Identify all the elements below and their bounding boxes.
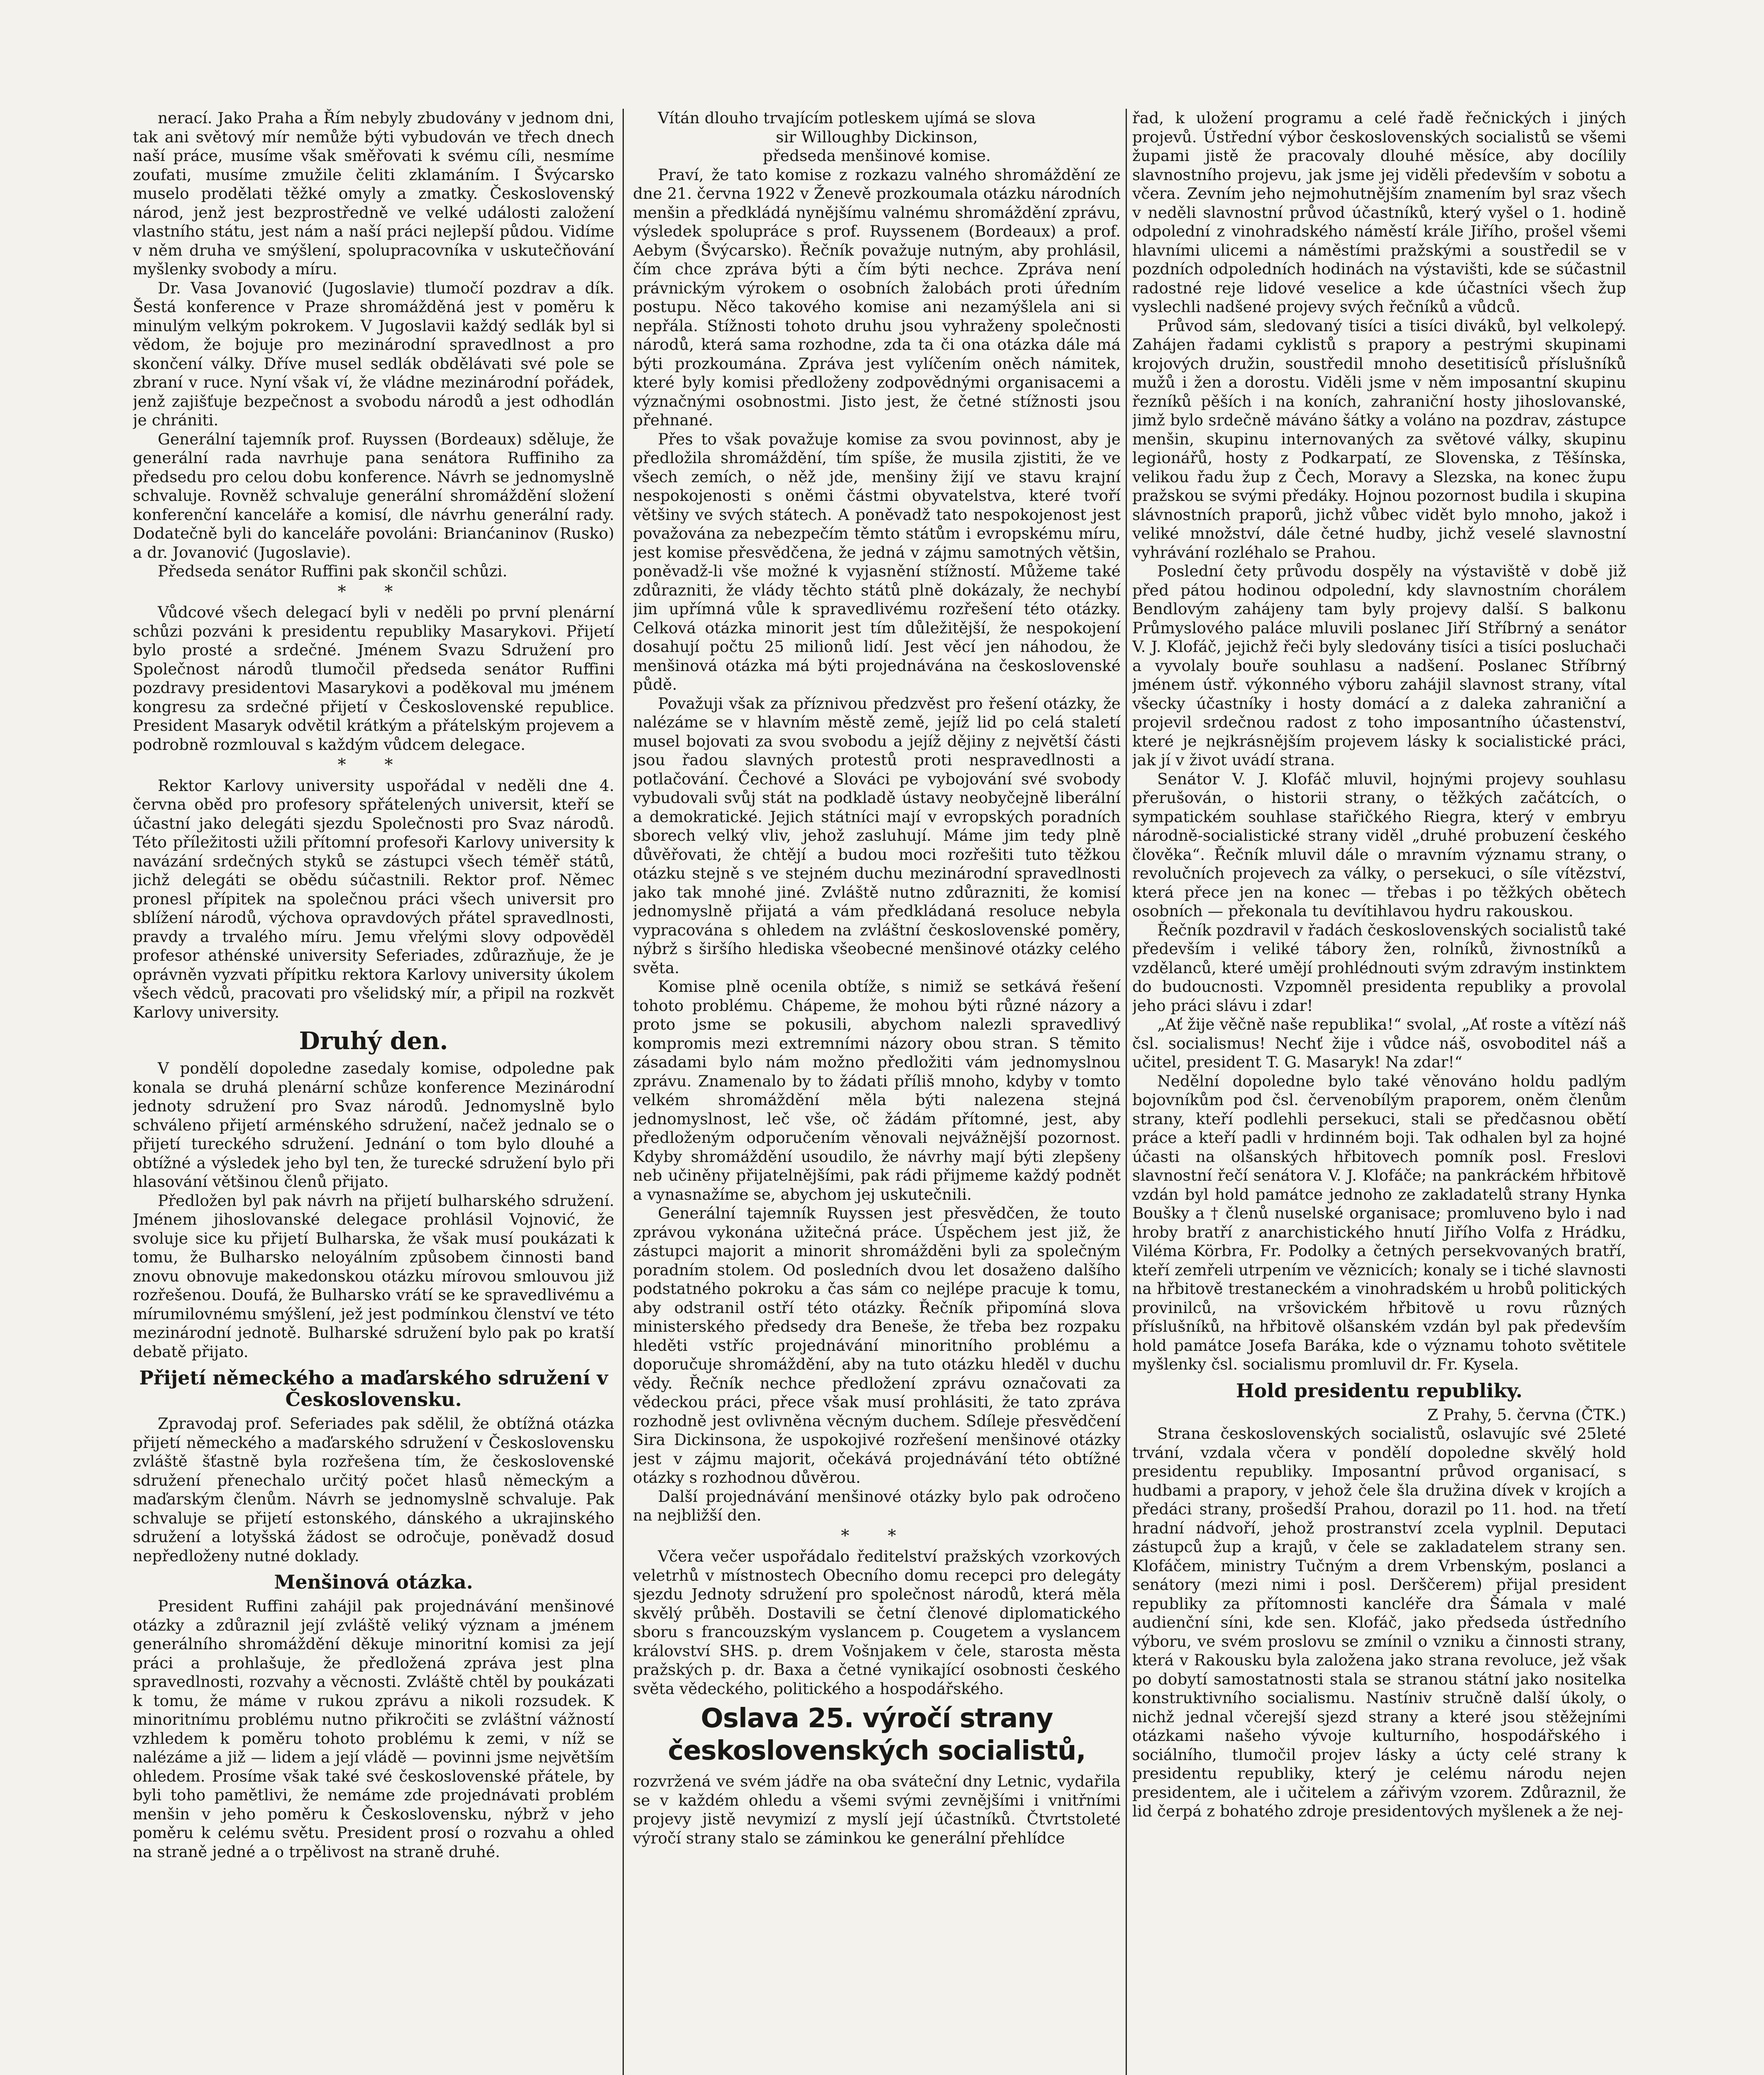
paragraph: Poslední čety průvodu dospěly na výstaviště v době již před pátou hodinou odpolední, kdy slavnostním chorálem Bendlovým zahájeny tam byly projevy další. S balkonu Průmyslového paláce mluvili poslanec Jiří Stříbrný a senátor V. J. Klofáč, jejichž řeči byly sledovány tisíci a tisíci posluchači a vyvolaly bouře souhlasu a nadšení. Poslanec Stříbrný jménem ústř. výkonného výboru zahájil slavnost strany, vítal všecky účastníky i hosty domácí a z daleka zahraniční a projevil srdečnou radost z toho imposantního účastenství, které je nejkrásnějším projevem lásky k socialistické práci, jak jí v život uvádí strana.: [1132, 562, 1626, 769]
paragraph: Rektor Karlovy university uspořádal v neděli dne 4. června oběd pro profesory spřátelených universit, kteří se účastní jako delegáti sjezdu Společnosti pro Svaz národů. Této příležitosti užili přítomní profesoři Karlovy university k navázání srdečných styků se zástupci všech téměř států, jichž delegáti se obědu súčastnili. Rektor prof. Němec pronesl přípitek na společnou práci všech universit pro sblížení národů, výchova opravdových přátel spravedlnosti, pravdy a trvalého míru. Jemu vřelými slovy odpověděl profesor athénské university Seferiades, zdůrazňuje, že je oprávněn vyzvati přípitku rektora Karlovy university úkolem všech vědců, pracovati pro všelidský mír, a připil na rozkvět Karlovy university.: [133, 776, 614, 1021]
paragraph: President Ruffini zahájil pak projednávání menšinové otázky a zdůraznil její zvláště veliký význam a jménem generálního shromáždění děkuje minoritní komisi za její práci a prohlašuje, že předložená zpráva jest plna spravedlnosti, rozvahy a věcnosti. Zvláště chtěl by poukázati k tomu, že máme v rukou zprávu a nikoli rozsudek. K minoritnímu problému nutno přikročiti se zvláštní vážností vzhledem k poměru tohoto problému k zemi, v níž se nalézáme a již — lidem a její vládě — povinni jsme největším ohledem. Prosíme však také své československé přátele, by byli toho pamětlivi, že nemáme zde projednávati problém menšin v jeho poměru k Československu, nýbrž v jeho poměru k celému světu. President prosí o rozvahu a ohled na straně jedné a o trpělivost na straně druhé.: [133, 1597, 614, 1861]
paragraph: Vůdcové všech delegací byli v neděli po první plenární schůzi pozváni k presidentu republiky Masarykovi. Přijetí bylo prosté a srdečné. Jménem Svazu Sdružení pro Společnost národů tlumočil předseda senátor Ruffini pozdravy presidentovi Masarykovi a poděkoval mu jménem kongresu za srdečné přijetí v Československé republice. President Masaryk odvětil krátkým a přátelským projevem a podrobně rozmlouval s každým vůdcem delegace.: [133, 603, 614, 754]
section-separator: * *: [337, 755, 410, 774]
paragraph: rozvržená ve svém jádře na oba sváteční dny Letnic, vydařila se v každém ohledu a všemi svými zevnějšími i vnitřními projevy jistě nevymizí z myslí její účastníků. Čtvrtstoleté výročí strany stalo se záminkou ke generální přehlídce: [633, 1772, 1121, 1847]
section-separator: * *: [337, 582, 410, 601]
column-rule: [1126, 109, 1127, 2075]
paragraph: Předložen byl pak návrh na přijetí bulharského sdružení. Jménem jihoslovanské delegace prohlásil Vojnović, že svoluje sice ku přijetí Bulharska, že však musí poukázati k tomu, že Bulharsko neloyálním způsobem činnosti band znovu obnovuje makedonskou otázku mírovou smlouvou již rozřešenou. Doufá, že Bulharsko vrátí se ke spravedlivému a mírumilovnému smýšlení, jež jest podmínkou členství ve této mezinárodní jednotě. Bulharské sdružení bylo pak po kratší debatě přijato.: [133, 1191, 614, 1361]
dateline: Z Prahy, 5. června (ČTK.): [1427, 1405, 1626, 1424]
column-right: [1132, 109, 1626, 2075]
paragraph: Nedělní dopoledne bylo také věnováno holdu padlým bojovníkům pod čsl. červenobílým praporem, oněm členům strany, kteří podlehli persekuci, stali se předčasnou obětí práce a kteří padli v hrdinném boji. Tak odhalen byl za hojné účasti na olšanských hřbitovech pomník posl. Freslovi slavnostní řečí senátora V. J. Klofáče; na pankráckém hřbitově vzdán byl hold památce jednoho ze zakladatelů strany Hynka Boušky a † členů nuselské organisace; promluveno bylo i nad hroby bratří z anarchistického hnutí Jiřího Volfa z Hrádku, Viléma Körbra, Fr. Podolky a četných persekvovaných bratří, kteří zemřeli utrpením ve věznicích; konaly se i tiché slavnosti na hřbitově trestaneckém a vinohradském u hrobů politických provinilců, na vršovickém hřbitově u rovu různých příslušníků, na hřbitově olšanském vzdán byl pak především hold památce Josefa Baráka, kde o významu tohoto světitele myšlenky čsl. socialismu promluvil dr. Fr. Kysela.: [1132, 1072, 1626, 1373]
subheading: Hold presidentu republiky.: [1236, 1379, 1522, 1402]
paragraph: Generální tajemník prof. Ruyssen (Bordeaux) sděluje, že generální rada navrhuje pana senátora Ruffiniho za předsedu pro celou dobu konference. Návrh se jednomyslně schvaluje. Rovněž schvaluje generální shromáždění složení konferenční kanceláře a komisí, dle návrhu generální rady. Dodatečně byli do kanceláře povoláni: Brianćaninov (Rusko) a dr. Jovanović (Jugoslavie).: [133, 430, 614, 561]
paragraph: Řečník pozdravil v řadách československých socialistů také především i veliké tábory žen, rolníků, živnostníků a vzdělanců, které umějí prohlédnouti svým zdravým instinktem do budoucnosti. Vzpomněl presidenta republiky a provolal jeho práci slávu i zdar!: [1132, 920, 1626, 1015]
paragraph: Komise plně ocenila obtíže, s nimiž se setkává řešení tohoto problému. Chápeme, že mohou býti různé názory a proto jsme se pokusili, abychom nalezli spravedlivý kompromis mezi extremními názory obou stran. S těmito zásadami bylo nám možno předložiti vám jednomyslnou zprávu. Znamenalo by to žádati příliš mnoho, kdyby v tomto velkém shromáždění měla býti nalezena stejná jednomyslnost, leč vše, oč žádám přítomné, jest, aby předloženým odporučením věnovali nejvážnější pozornost. Kdyby shromáždění usoudilo, že návrhy mají býti zlepšeny neb učiněny přijatelnějšími, pak rádi přijmeme každý podnět a vynasnažíme se, abychom jej uskutečnili.: [633, 977, 1121, 1204]
paragraph: Dr. Vasa Jovanović (Jugoslavie) tlumočí pozdrav a dík. Šestá konference v Praze shromážděná jest v poměru k minulým velkým pokrokem. V Jugoslavii každý sedlák byl si vědom, že bojuje pro mezinárodní spravedlnost a pro skončení války. Dříve musel sedlák obdělávati své pole se zbraní v ruce. Nyní však ví, že vládne mezinárodní pořádek, jenž zajišťuje bezpečnost a svobodu národů a jest odhodlán je chrániti.: [133, 278, 614, 429]
column-rule: [623, 109, 624, 2075]
paragraph: řad, k uložení programu a celé řadě řečnických i jiných projevů. Ústřední výbor československých socialistů se všemi župami jistě že pracovaly dlouhé měsíce, aby docílily slavnostního projevu, jak jsme jej viděli především v sobotu a včera. Zevním jeho nejmohutnějším znamením byl sraz všech v neděli slavnostní průvod účastníků, který vyšel o 1. hodině odpolední z vinohradského náměstí krále Jiřího, prošel všemi hlavními ulicemi a náměstími pražskými a soustředil se v pozdních odpoledních hodinách na výstavišti, kde se súčastnil radostné reje lidové veselice a kde účastníci všech žup vyslechli nadšené projevy svých řečníků a vůdců.: [1132, 109, 1626, 316]
paragraph: V pondělí dopoledne zasedaly komise, odpoledne pak konala se druhá plenární schůze konference Mezinárodní jednoty sdružení pro Svaz národů. Jednomyslně bylo schváleno přijetí arménského sdružení, načež jednalo se o přijetí tureckého sdružení. Jednání o tom bylo dlouhé a obtížné a výsledek jeho byl ten, že turecké sdružení bylo při hlasování většinou členů přijato.: [133, 1059, 614, 1191]
paragraph: Praví, že tato komise z rozkazu valného shromáždění ze dne 21. června 1922 v Ženevě prozkoumala otázku národních menšin a předkládá nynějšímu valnému shromáždění zprávu, výsledek spolupráce s prof. Ruyssenem (Bordeaux) a prof. Aebym (Švýcarsko). Řečník považuje nutným, aby prohlásil, čím chce zpráva býti a čím býti nechce. Zpráva není právnickým výrokem o osobních žalobách proti úředním postupu. Něco takového komise ani nezamýšlela ani si nepřála. Stížnosti tohoto druhu jsou vyhraženy společnosti národů, která sama rozhodne, zda ta či ona otázka dále má býti prozkoumána. Zpráva jest vylíčením oněch námitek, které byly komisi předloženy zodpovědnými organisacemi a význačnými osobnostmi. Jisto jest, že četné stížnosti jsou přehnané.: [633, 165, 1121, 429]
paragraph: Považuji však za příznivou předzvěst pro řešení otázky, že nalézáme se v hlavním městě země, jejíž lid po celá staletí musel bojovati za svou svobodu a jejíž dějiny z největší části jsou řadou slavných protestů proti nespravedlnosti a potlačování. Čechové a Slováci pe vybojování své svobody vybudovali svůj stát na podkladě ústavy neobyčejně liberální a demokratické. Jejich státníci mají v evropských poradních sborech velký vliv, jehož zasluhují. Máme jim tedy plně důvěřovati, že chtějí a budou moci rozřešiti tuto těžkou otázku stejně s ve stejném duchu mezinárodní spravedlnosti jako tak mnohé jiné. Zvláště nutno zdůrazniti, že komisí jednomyslně přijatá a vám předkládaná resoluce nebyla vypracována s ohledem na zvláštní československé poměry, nýbrž s širšího hlediska všeobecné menšinové otázky celého světa.: [633, 694, 1121, 977]
column-middle: [633, 109, 1121, 2075]
paragraph: Strana československých socialistů, oslavujíc své 25leté trvání, vzdala včera v pondělí dopoledne skvělý hold presidentu republiky. Imposantní průvod organisací, s hudbami a prapory, v jehož čele šla družina dívek v krojích a předáci strany, prošedší Prahou, dorazil po 11. hod. na třetí hradní nádvoří, jehož prostranství zcela vyplnil. Deputaci zástupců žup a krajů, v čele se zakladatelem strany sen. Klofáčem, ministry Tučným a drem Vrbenským, poslanci a senátory (mezi nimi i posl. Derščerem) přijal president republiky za přítomnosti kancléře dra Šámala v malé audienční síni, kde sen. Klofáč, jako předseda ústředního výboru, ve svém proslovu se zmínil o vzniku a činnosti strany, která v Rakousku byla založena jako strana revoluce, jež však po dobytí samostatnosti stala se stranou státní jako nositelka konstruktivního socialismu. Nastíniv stručně další úkoly, o nichž jednal včerejší sjezd strany a které jsou stěžejními otázkami našeho vývoje kulturního, hospodářského i sociálního, tlumočil projev lásky a úcty celé strany k presidentu republiky, který je celému národu nejen presidentem, ale i učitelem a zářivým vzorem. Zdůraznil, že lid čerpá z bohatého zdroje presidentových myšlenek a že nej-: [1132, 1424, 1626, 1820]
section-heading: Druhý den.: [299, 1027, 448, 1055]
centered-line: předseda menšinové komise.: [762, 146, 991, 165]
column-left: [133, 109, 614, 2075]
paragraph: Zpravodaj prof. Seferiades pak sdělil, že obtížná otázka přijetí německého a maďarského sdružení v Československu zvláště šťastně byla rozřešena tím, že československé sdružení přenechalo určitý počet hlasů německým a maďarským členům. Návrh se jednomyslně schvaluje. Pak schvaluje se přijetí estonského, dánského a ukrajinského sdružení a lotyšská žádost se odročuje, poněvadž dosud nepředloženy nutné doklady.: [133, 1414, 614, 1565]
centered-line: sir Willoughby Dickinson,: [776, 127, 978, 146]
paragraph: nerací. Jako Praha a Řím nebyly zbudovány v jednom dni, tak ani světový mír nemůže býti vybudován ve třech dnech naší práce, musíme však směřovati k svému cíli, nesmíme zoufati, musíme zmužile čeliti zklamáním. I Švýcarsko muselo prodělati těžké omyly a zmatky. Československý národ, jenž jest bezprostředně ve velké události založení vlastního státu, jest nám a naší práci nejlepší půdou. Vidíme v něm druha ve smýšlení, spolupracovníka v uskutečňování myšlenky svobody a míru.: [133, 109, 614, 278]
paragraph: Další projednávání menšinové otázky bylo pak odročeno na nejbližší den.: [633, 1487, 1121, 1524]
article-headline: Oslava 25. výročí strany československých socialistů,: [668, 1703, 1086, 1766]
paragraph: Průvod sám, sledovaný tisíci a tisíci diváků, byl velkolepý. Zahájen řadami cyklistů s prapory a pestrými skupinami krojových družin, soustředil mnoho desetitisíců příslušníků mužů i žen a dorostu. Viděli jsme v něm imposantní skupinu řezníků pěších i na koních, zahraniční hosty jihoslovanské, jimž bylo srdečně máváno šátky a voláno na pozdrav, zástupce menšin, skupinu internovaných za světové války, skupinu legionářů, hosty z Podkarpatí, ze Slovenska, z Těšínska, velikou řadu žup z Čech, Moravy a Slezska, na konec župu pražskou se svými předáky. Hojnou pozornost budila i skupina slávnostních praporů, jichž vůbec vidět bylo mnoho, jakož i veliké množství, dále četné hudby, jichž veselé slavnostní vyhrávání rozléhalo se Prahou.: [1132, 316, 1626, 561]
paragraph: Vítán dlouho trvajícím potleskem ujímá se slova: [658, 109, 1036, 127]
paragraph: Generální tajemník Ruyssen jest přesvědčen, že touto zprávou vykonána užitečná práce. Úspěchem jest již, že zástupci majorit a minorit shromážděni byli za společným poradním stolem. Od posledních dvou let dosaženo dalšího podstatného pokroku a čas sám co nejlépe pracuje k tomu, aby odstranil ostří této otázky. Řečník připomíná slova ministerského předsedy dra Beneše, že třeba bez rozpaku hleděti vstříc projednávání minoritního problému a doporučuje shromáždění, aby na tuto otázku hleděl v duchu vědy. Řečník nechce předložení zprávu označovati za vědeckou práci, přece však musí prohlásiti, že tato zpráva rozhodně jest ovlivněna věcným duchem. Sdíleje přesvědčení Sira Dickinsona, že uspokojivé rozřešení menšinové otázky jest v zájmu majorit, očekává projednávání této obtížné otázky s rozhodnou důvěrou.: [633, 1204, 1121, 1487]
paragraph: Předseda senátor Ruffini pak skončil schůzi.: [158, 562, 508, 580]
paragraph: Včera večer uspořádalo ředitelství pražských vzorkových veletrhů v místnostech Obecního domu recepci pro delegáty sjezdu Jednoty sdružení pro společnost národů, která měla skvělý průběh. Dostavili se četní členové diplomatického sboru s francouzským vyslancem p. Cougetem a vyslancem království SHS. p. drem Vošnjakem v čele, starosta města pražských p. dr. Baxa a četné vynikající osobnosti českého světa vědeckého, politického a hospodářského.: [633, 1547, 1121, 1698]
paragraph: „Ať žije věčně naše republika!“ svolal, „Ať roste a vítězí náš čsl. socialismus! Nechť žije i vůdce náš, osvoboditel náš a učitel, president T. G. Masaryk! Na zdar!“: [1132, 1015, 1626, 1071]
section-separator: * *: [841, 1526, 913, 1545]
subheading: Menšinová otázka.: [274, 1571, 473, 1593]
subheading: Přijetí německého a maďarského sdružení v Československu.: [139, 1367, 608, 1411]
paragraph: Přes to však považuje komise za svou povinnost, aby je předložila shromáždění, tím spíše, že musila zjistiti, že ve všech zemích, o něž jde, menšiny žijí ve stavu krajní nespokojenosti s oněmi částmi obyvatelstva, které tvoří většiny ve svých státech. A poněvadž tato nespokojenost jest považována za nebezpečím těmto státům i evropskému míru, jest komise přesvědčena, že jedná v zájmu samotných většin, poněvadž-li vše možné k vyjasnění stížností. Můžeme také zdůrazniti, že vlády těchto států plně dokázaly, že nechybí jim upřímná vůle k spravedlivému rozřešení této otázky. Celková otázka minorit jest tím důležitější, že nespokojení dosahují počtu 25 milionů lidí. Jest věcí jen náhodou, že menšinová otázka má býti projednávána na československé půdě.: [633, 430, 1121, 693]
paragraph: Senátor V. J. Klofáč mluvil, hojnými projevy souhlasu přerušován, o historii strany, o těžkých začátcích, o sympatickém souhlase stařičkého Riegra, který v embryu národně-socialistické strany viděl „druhé probuzení českého člověka“. Řečník mluvil dále o mravním významu strany, o revolučních projevech za války, o persekuci, o síle vítězství, která přece jen na konec — třebas i po těžkých obětech osobních — překonala tu devítihlavou hydru rakouskou.: [1132, 769, 1626, 920]
